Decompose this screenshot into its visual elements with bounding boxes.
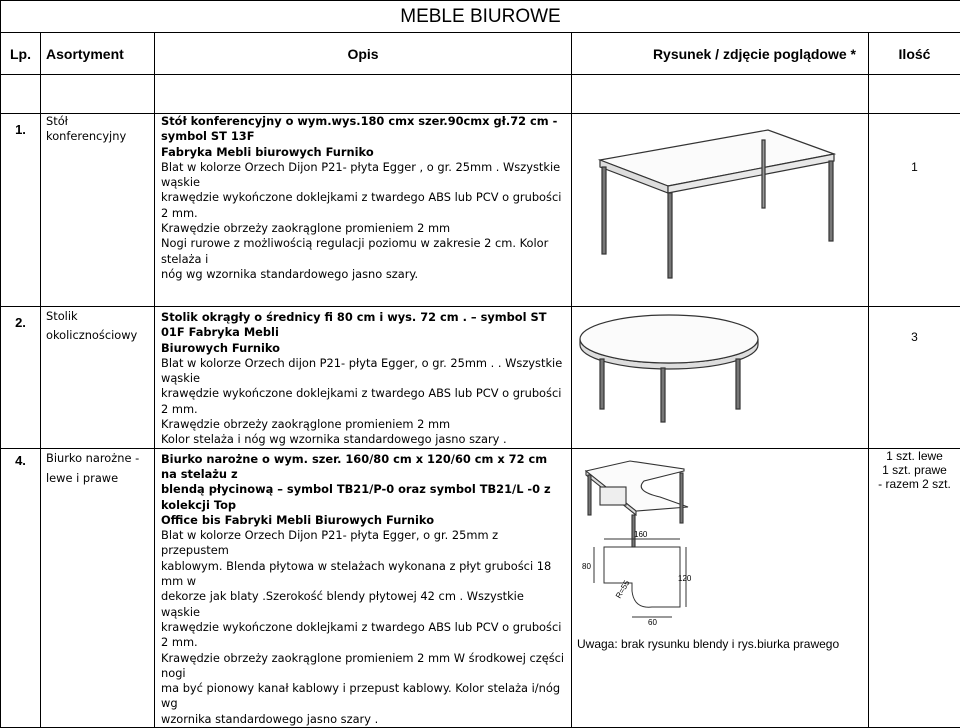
- table-row: [1, 307, 960, 449]
- row-number: 1.: [1, 114, 41, 307]
- desc-line: krawędzie wykończone doklejkami z twardego ABS lub PCV o grubości 2 mm.: [161, 190, 565, 221]
- dim-120: 120: [678, 574, 692, 583]
- asortyment-line: lewe i prawe: [46, 471, 149, 486]
- quantity-line: 1 szt. lewe: [869, 449, 960, 463]
- desc-line: Kolor stelaża i nóg wg wzornika standardowego jasno szary .: [161, 432, 565, 447]
- quantity-line: - razem 2 szt.: [869, 477, 960, 491]
- asortyment-line: okolicznościowy: [46, 328, 149, 343]
- corner-desk-plan: [594, 539, 686, 617]
- quantity-line: 1 szt. prawe: [869, 463, 960, 477]
- row-description: [155, 114, 572, 307]
- desc-line: wzornika standardowego jasno szary .: [161, 712, 565, 727]
- dim-80: 80: [582, 562, 591, 571]
- header-opis: Opis: [155, 33, 572, 75]
- row-description: [155, 448, 572, 727]
- desc-line: Krawędzie obrzeży zaokrąglone promieniem 2 mm W środkowej części nogi: [161, 651, 565, 682]
- desc-line: Nogi rurowe z możliwością regulacji poziomu w zakresie 2 cm. Kolor stelaża i: [161, 236, 565, 267]
- header-rysunek: Rysunek / zdjęcie poglądowe *: [572, 33, 869, 75]
- row-asortyment: Stół konferencyjny: [41, 114, 155, 307]
- table-row: [1, 114, 960, 307]
- desc-bold-line: Stół konferencyjny o wym.wys.180 cmx szer.90cmx gł.72 cm - symbol ST 13F: [161, 114, 565, 145]
- desc-bold-line: Stolik okrągły o średnicy fi 80 cm i wys. 72 cm . – symbol ST 01F Fabryka Mebli: [161, 310, 565, 341]
- drawing-note: Uwaga: brak rysunku blendy i rys.biurka prawego: [577, 637, 839, 651]
- row-number: 4.: [1, 448, 41, 727]
- conference-table-illustration: [572, 114, 869, 294]
- row-asortyment: [41, 448, 155, 727]
- desc-line: Krawędzie obrzeży zaokrąglone promieniem 2 mm: [161, 221, 565, 236]
- row-quantity: 1: [869, 114, 960, 307]
- table-row: [1, 448, 960, 727]
- desc-line: Blat w kolorze Orzech Dijon P21- płyta Egger , o gr. 25mm . Wszystkie wąskie: [161, 160, 565, 191]
- asortyment-line: Stolik: [46, 309, 149, 324]
- dim-60: 60: [648, 618, 657, 627]
- desc-line: Blat w kolorze Orzech dijon P21- płyta Egger, o gr. 25mm . . Wszystkie wąskie: [161, 356, 565, 387]
- desc-bold-line: Biurko narożne o wym. szer. 160/80 cm x 120/60 cm x 72 cm na stelażu z: [161, 452, 565, 483]
- desc-line: kablowym. Blenda płytowa w stelażach wykonana z płyt grubości 18 mm w: [161, 559, 565, 590]
- asortyment-line: Biurko narożne -: [46, 451, 149, 466]
- row-number: 2.: [1, 307, 41, 449]
- conference-table-drawing: [572, 114, 869, 307]
- header-lp: Lp.: [1, 33, 41, 75]
- desc-line: krawędzie wykończone doklejkami z twardego ABS lub PCV o grubości 2 mm.: [161, 386, 565, 417]
- round-table-drawing: [572, 307, 869, 449]
- header-ilosc: Ilość: [869, 33, 960, 75]
- desc-bold-line: Biurowych Furniko: [161, 341, 565, 356]
- row-quantity: [869, 448, 960, 727]
- header-asortyment: Asortyment: [41, 33, 155, 75]
- round-table-illustration: [572, 307, 869, 432]
- desc-bold-line: Office bis Fabryki Mebli Biurowych Furniko: [161, 513, 565, 528]
- dim-160: 160: [634, 530, 648, 539]
- row-quantity: 3: [869, 307, 960, 449]
- desc-line: Krawędzie obrzeży zaokrąglone promieniem 2 mm: [161, 417, 565, 432]
- corner-desk-drawing: [572, 448, 869, 727]
- desc-line: ma być pionowy kanał kablowy i przepust kablowy. Kolor stelaża i/nóg wg: [161, 681, 565, 712]
- dim-r: R=55: [614, 578, 632, 600]
- desc-bold-line: blendą płycinową – symbol TB21/P-0 oraz symbol TB21/L -0 z kolekcji Top: [161, 482, 565, 513]
- desc-line: Blat w kolorze Orzech Dijon P21- płyta Egger, o gr. 25mm z przepustem: [161, 528, 565, 559]
- page-title: MEBLE BIUROWE: [1, 1, 960, 33]
- desc-line: nóg wg wzornika standardowego jasno szary.: [161, 267, 565, 282]
- row-asortyment: [41, 307, 155, 449]
- desc-line: krawędzie wykończone doklejkami z twardego ABS lub PCV o grubości 2 mm.: [161, 620, 565, 651]
- desc-bold-line: Fabryka Mebli biurowych Furniko: [161, 145, 565, 160]
- corner-desk-illustration: [572, 449, 869, 629]
- row-description: [155, 307, 572, 449]
- desc-line: dekorze jak blaty .Szerokość blendy płytowej 42 cm . Wszystkie wąskie: [161, 589, 565, 620]
